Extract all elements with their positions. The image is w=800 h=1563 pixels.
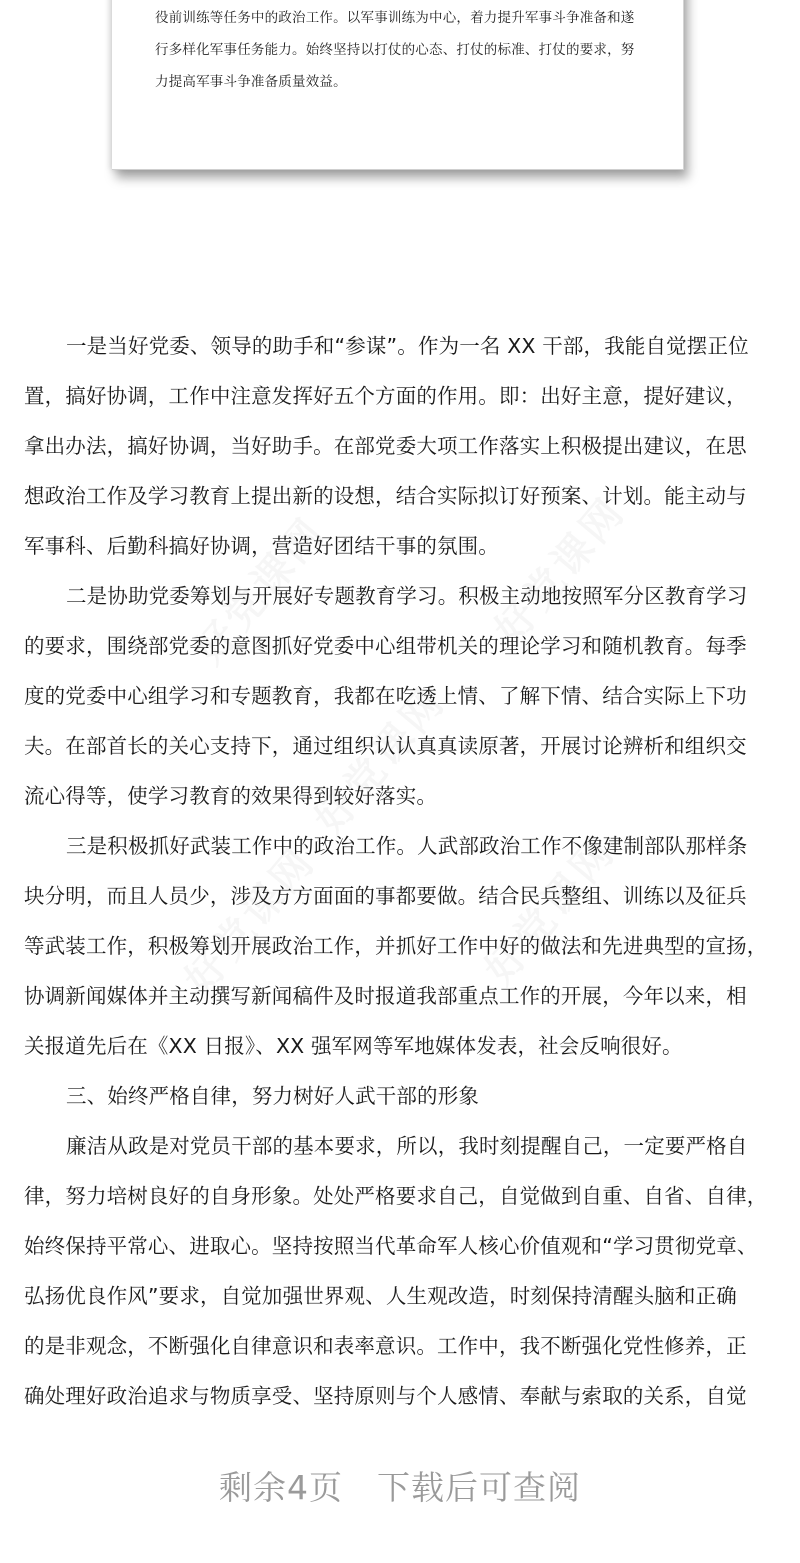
download-hint-label: 下载后可查阅	[377, 1468, 581, 1507]
paragraph-line: 始终保持平常心、进取心。坚持按照当代革命军人核心价值观和“学习贯彻党章、	[24, 1234, 758, 1258]
paragraph-line: 置，搞好协调，工作中注意发挥好五个方面的作用。即：出好主意，提好建议，	[24, 384, 747, 408]
paragraph-line: 夫。在部首长的关心支持下，通过组织认认真真读原著，开展讨论辨析和组织交	[24, 734, 747, 758]
preview-line: 力提高军事斗争准备质量效益。	[155, 74, 347, 90]
paragraph-line: 廉洁从政是对党员干部的基本要求，所以，我时刻提醒自己，一定要严格自	[66, 1134, 748, 1158]
paragraph-line: 拿出办法，搞好协调，当好助手。在部党委大项工作落实上积极提出建议，在思	[24, 434, 747, 458]
previous-page-preview-card	[112, 0, 684, 170]
paragraph-line: 流心得等，使学习教育的效果得到较好落实。	[24, 784, 437, 808]
download-prompt[interactable]	[0, 1462, 800, 1509]
paragraph-line: 等武装工作，积极筹划开展政治工作，并抓好工作中好的做法和先进典型的宣扬，	[24, 934, 768, 958]
preview-line: 行多样化军事任务能力。始终坚持以打仗的心态、打仗的标准、打仗的要求，努	[155, 42, 635, 58]
paragraph-line: 三是积极抓好武装工作中的政治工作。人武部政治工作不像建制部队那样条	[66, 834, 748, 858]
paragraph-line: 二是协助党委筹划与开展好专题教育学习。积极主动地按照军分区教育学习	[66, 584, 748, 608]
remaining-pages-label: 剩余4页	[219, 1468, 343, 1507]
paragraph-line: 的是非观念，不断强化自律意识和表率意识。工作中，我不断强化党性修养，正	[24, 1334, 747, 1358]
paragraph-line: 确处理好政治追求与物质享受、坚持原则与个人感情、奉献与索取的关系，自觉	[24, 1384, 747, 1408]
paragraph-line: 关报道先后在《XX 日报》、XX 强军网等军地媒体发表，社会反响很好。	[24, 1034, 683, 1058]
paragraph-line: 协调新闻媒体并主动撰写新闻稿件及时报道我部重点工作的开展，今年以来，相	[24, 984, 747, 1008]
paragraph-line: 的要求，围绕部党委的意图抓好党委中心组带机关的理论学习和随机教育。每季	[24, 634, 747, 658]
paragraph-line: 律，努力培树良好的自身形象。处处严格要求自己，自觉做到自重、自省、自律，	[24, 1184, 768, 1208]
paragraph-line: 想政治工作及学习教育上提出新的设想，结合实际拟订好预案、计划。能主动与	[24, 484, 747, 508]
paragraph-line: 弘扬优良作风”要求，自觉加强世界观、人生观改造，时刻保持清醒头脑和正确	[24, 1284, 737, 1308]
section-heading: 三、始终严格自律，努力树好人武干部的形象	[66, 1084, 479, 1108]
paragraph-line: 度的党委中心组学习和专题教育，我都在吃透上情、了解下情、结合实际上下功	[24, 684, 747, 708]
paragraph-line: 军事科、后勤科搞好协调，营造好团结干事的氛围。	[24, 534, 499, 558]
paragraph-line: 一是当好党委、领导的助手和“参谋”。作为一名 XX 干部，我能自觉摆正位	[66, 334, 749, 358]
preview-line: 役前训练等任务中的政治工作。以军事训练为中心，着力提升军事斗争准备和遂	[155, 10, 635, 26]
paragraph-line: 块分明，而且人员少，涉及方方面面的事都要做。结合民兵整组、训练以及征兵	[24, 884, 747, 908]
